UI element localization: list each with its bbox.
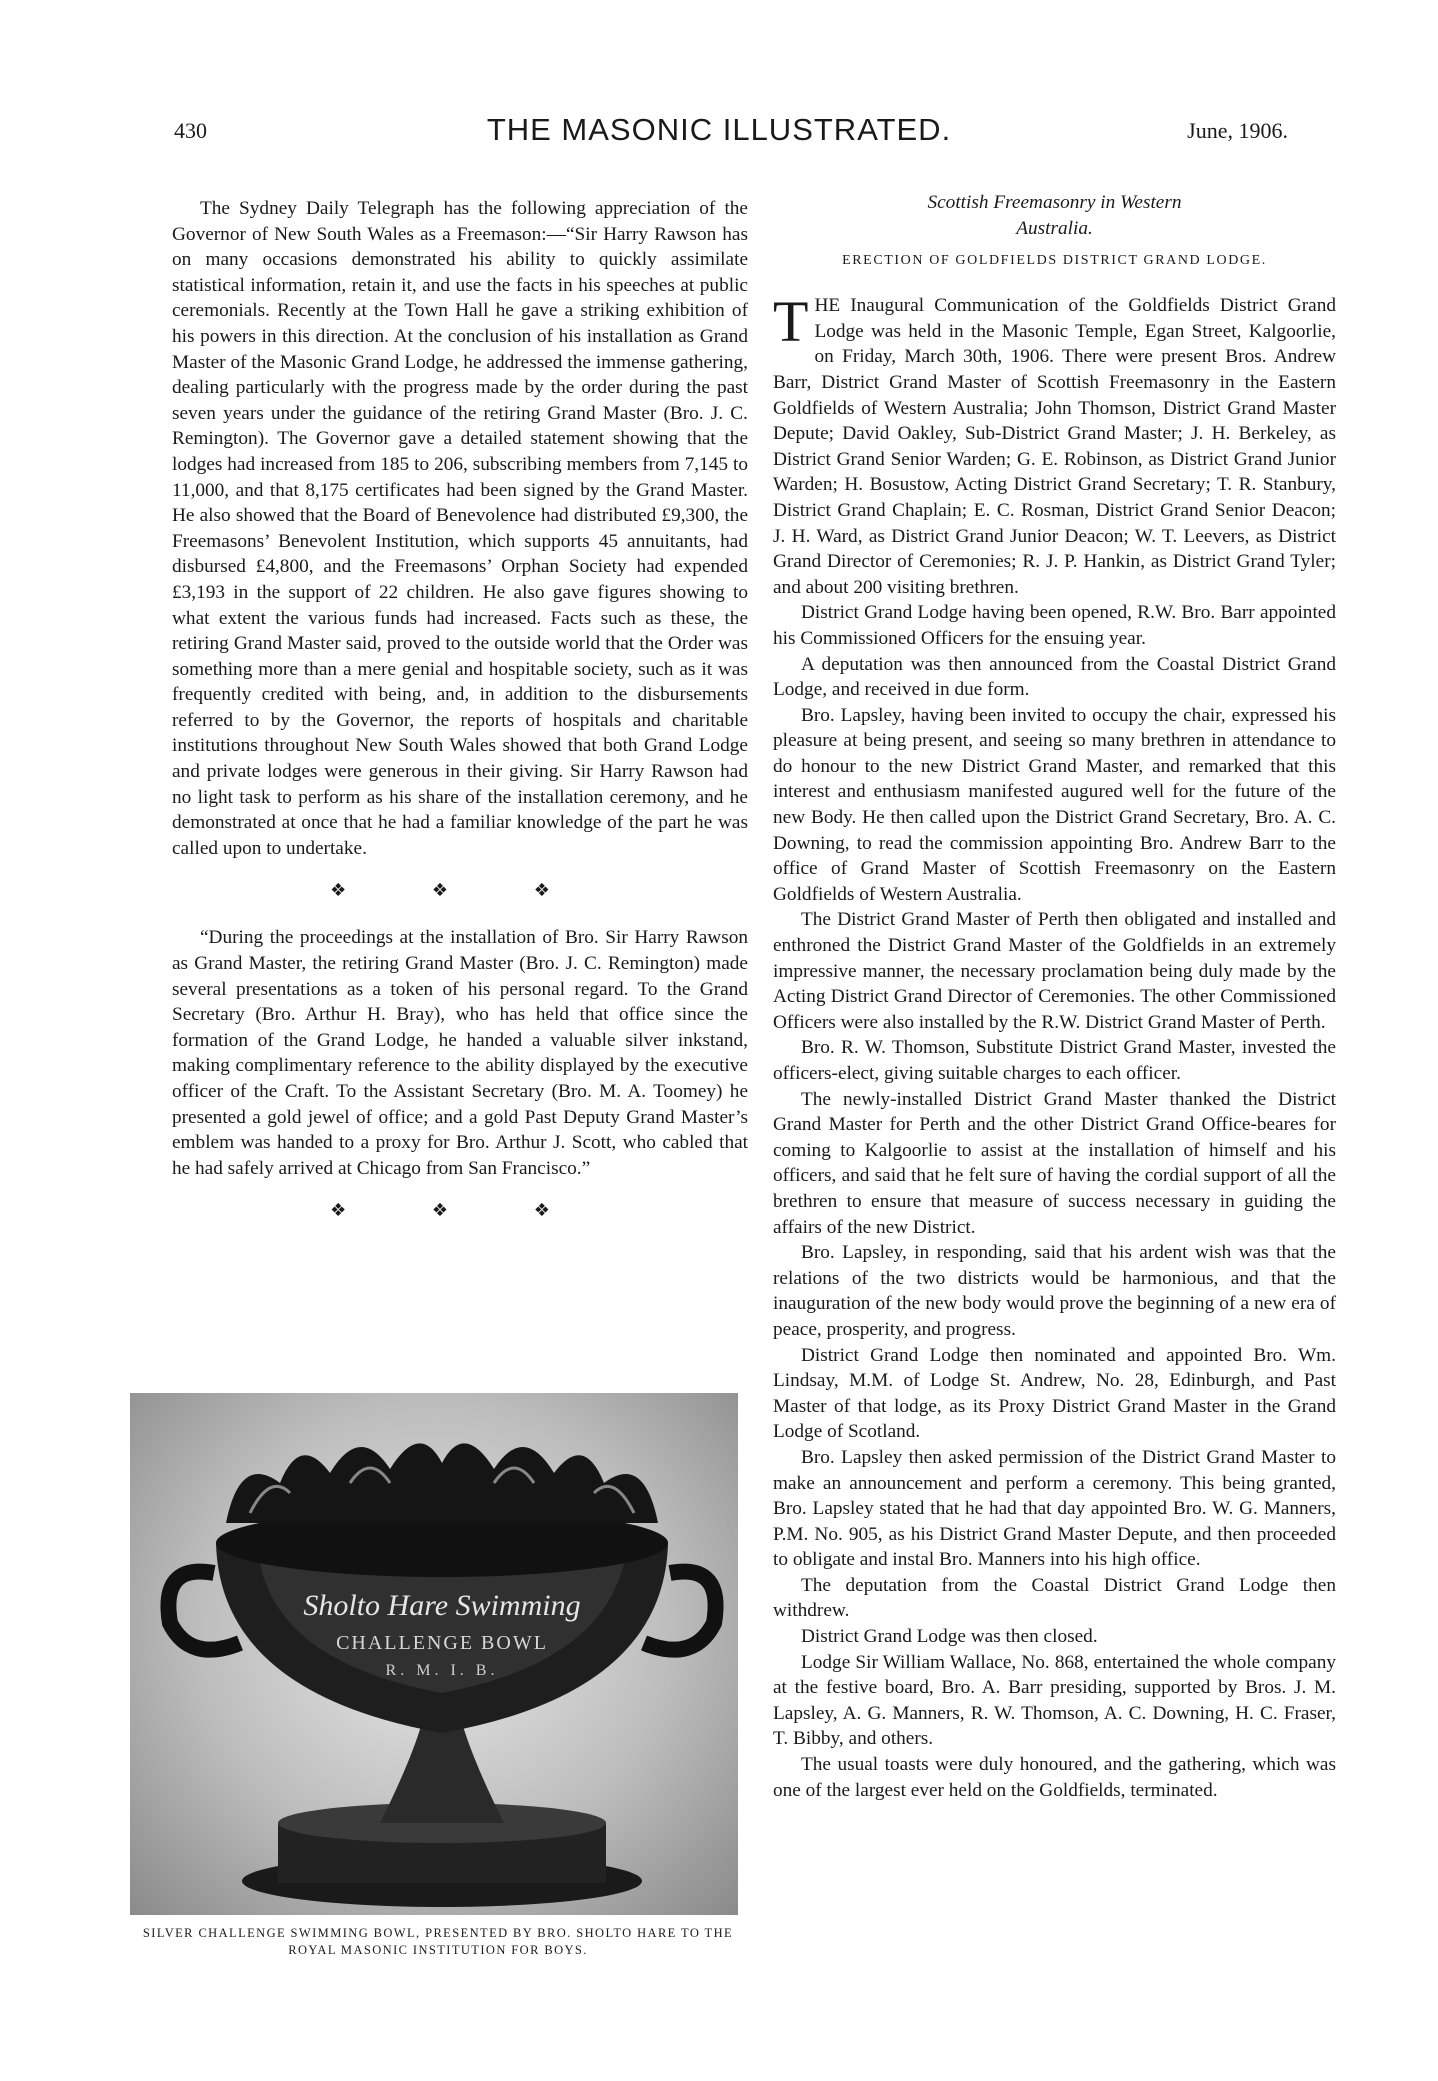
article-paragraph: A deputation was then announced from the Coastal District Grand Lodge, and received in due form. [773, 653, 1336, 701]
issue-date: June, 1906. [1187, 118, 1288, 143]
page-header [0, 112, 1438, 152]
article-title: Scottish Freemasonry in Western [927, 192, 1182, 213]
article-title-continued: Australia. [1016, 217, 1093, 239]
article-paragraph: Bro. R. W. Thomson, Substitute District Grand Master, invested the officers-elect, giving suitable charges to each officer. [773, 1037, 1336, 1084]
bowl-engraving-title: CHALLENGE BOWL [336, 1632, 548, 1654]
article-paragraph: The District Grand Master of Perth then obligated and installed and enthroned the District Grand Master of the Goldfields in an extremely impressive manner, the necessary proclamation being duly made by the Acting District Grand Director of Ceremonies. The other Commissioned Officers were also installed by the R.W. District Grand Master of Perth. [773, 909, 1336, 1033]
article-paragraph: District Grand Lodge then nominated and appointed Bro. Wm. Lindsay, M.M. of Lodge St. Andrew, No. 28, Edinburgh, and Past Master of that lodge, as its Proxy District Grand Master in the Grand Lodge of Scotland. [773, 1344, 1336, 1443]
article-paragraph: Bro. Lapsley, having been invited to occupy the chair, expressed his pleasure at being present, and seeing so many brethren in attendance to do honour to the new District Grand Master, and remarked that this interest and enthusiasm manifested augured well for the future of the new Body. He then called upon the District Grand Secretary, Bro. A. C. Downing, to read the commission appointing Bro. Andrew Barr to the office of Grand Master of Scottish Freemasonry on the Eastern Goldfields of Western Australia. [773, 704, 1336, 905]
right-column [773, 190, 1336, 1803]
challenge-bowl-photo [130, 1393, 738, 1915]
article-paragraph: The newly-installed District Grand Master thanked the District Grand Master for Perth and the other District Grand Office-beares for coming to Kalgoorlie to assist at the installation of himself and his officers, and said that he felt sure of having the cordial support of all the brethren to ensure that measure of success necessary in guiding the affairs of the new District. [773, 1088, 1336, 1238]
article-paragraph: District Grand Lodge having been opened, R.W. Bro. Barr appointed his Commissioned Officers for the ensuing year. [773, 602, 1336, 649]
article-paragraph: Lodge Sir William Wallace, No. 868, entertained the whole company at the festive board, Bro. A. Barr presiding, supported by Bros. J. M. Lapsley, A. G. Manners, R. W. Thomson, A. C. Downing, H. C. Fraser, T. Bibby, and others. [773, 1651, 1336, 1750]
article-paragraph: District Grand Lodge was then closed. [801, 1626, 1098, 1648]
section-ornament: ❖ ❖ ❖ [330, 1200, 590, 1222]
article-paragraph: “During the proceedings at the installation of Bro. Sir Harry Rawson as Grand Master, the retiring Grand Master (Bro. J. C. Remington) made several presentations as a token of his personal regard. To the Grand Secretary (Bro. Arthur H. Bray), who has held that office since the formation of the Grand Lodge, he handed a valuable silver inkstand, making complimentary reference to the ability displayed by the executive officer of the Craft. To the Assistant Secretary (Bro. M. A. Toomey) he presented a gold jewel of office; and a gold Past Deputy Grand Master’s emblem was handed to a proxy for Bro. Arthur J. Scott, who cabled that he had safely arrived at Chicago from San Francisco.” [172, 927, 748, 1179]
publication-title: THE MASONIC ILLUSTRATED. [486, 112, 952, 147]
article-paragraph: The usual toasts were duly honoured, and the gathering, which was one of the largest ever held on the Goldfields, terminated. [773, 1754, 1336, 1801]
first-paragraph [773, 289, 1336, 600]
section-ornament: ❖ ❖ ❖ [330, 880, 590, 902]
first-paragraph-text: HE Inaugural Communication of the Goldfields District Grand Lodge was held in the Masonic Temple, Egan Street, Kalgoorlie, on Friday, March 30th, 1906. There were present Bros. Andrew Barr, District Grand Master of Scottish Freemasonry in the Eastern Goldfields of Western Australia; John Thomson, District Grand Master Depute; David Oakley, Sub-District Grand Master; J. H. Berkeley, as District Grand Senior Warden; G. E. Robinson, as District Grand Junior Warden; H. Bosustow, Acting District Grand Secretary; T. R. Stanbury, District Grand Chaplain; E. C. Rosman, District Grand Senior Deacon; J. H. Ward, as District Grand Junior Deacon; W. T. Leevers, as District Grand Director of Ceremonies; R. J. P. Hankin, as District Grand Tyler; and about 200 visiting brethren. [773, 295, 1336, 598]
article-paragraph: Bro. Lapsley, in responding, said that his ardent wish was that the relations of the two districts would be harmonious, and that the inauguration of the new body would prove the beginning of a new era of peace, prosperity, and progress. [773, 1242, 1336, 1340]
bowl-illustration [130, 1393, 738, 1915]
left-column [172, 196, 748, 1245]
article-paragraph: Bro. Lapsley then asked permission of the District Grand Master to make an announcement and perform a ceremony. This being granted, Bro. Lapsley stated that he had that day appointed Bro. W. G. Manners, P.M. No. 905, as his District Grand Master Depute, and then proceeded to obligate and instal Bro. Manners into his high office. [773, 1446, 1336, 1571]
bowl-engraving-initials: R. M. I. B. [385, 1662, 499, 1679]
drop-cap: T [773, 289, 809, 355]
article-paragraph: The deputation from the Coastal District Grand Lodge then withdrew. [773, 1574, 1336, 1622]
photo-caption: SILVER CHALLENGE SWIMMING BOWL, PRESENTED BY BRO. SHOLTO HARE TO THE ROYAL MASONIC INSTITUTION FOR BOYS. [142, 1926, 734, 1957]
article-subheading: ERECTION OF GOLDFIELDS DISTRICT GRAND LODGE. [842, 253, 1267, 269]
article-paragraph: The Sydney Daily Telegraph has the following appreciation of the Governor of New South Wales as a Freemason:—“Sir Harry Rawson has on many occasions demonstrated his ability to quickly assimilate statistical information, retain it, and use the facts in his speeches at public ceremonials. Recently at the Town Hall he gave a striking exhibition of his powers in this direction. At the conclusion of his installation as Grand Master of the Masonic Grand Lodge, he addressed the immense gathering, dealing particularly with the progress made by the order during the past seven years under the guidance of the retiring Grand Master (Bro. J. C. Remington). The Governor gave a detailed statement showing that the lodges had increased from 185 to 206, subscribing members from 7,145 to 11,000, and that 8,175 certificates had been signed by the Grand Master. He also showed that the Board of Benevolence had distributed £9,300, the Freemasons’ Benevolent Institution, which supports 45 annuitants, had disbursed £4,800, and the Freemasons’ Orphan Society had expended £3,193 in the support of 22 children. He also gave figures showing to what extent the various funds had increased. Facts such as these, the retiring Grand Master said, proved to the outside world that the Order was something more than a mere genial and hospitable society, such as it was frequently credited with being, and, in addition to the disbursements referred to by the Governor, the reports of hospitals and charitable institutions throughout New South Wales showed that both Grand Lodge and private lodges were generous in their giving. Sir Harry Rawson had no light task to perform as his share of the installation ceremony, and he demonstrated at once that he had a familiar knowledge of the part he was called upon to undertake. [172, 198, 748, 859]
page-number: 430 [174, 118, 207, 143]
bowl-engraving-name: Sholto Hare Swimming [303, 1589, 581, 1622]
